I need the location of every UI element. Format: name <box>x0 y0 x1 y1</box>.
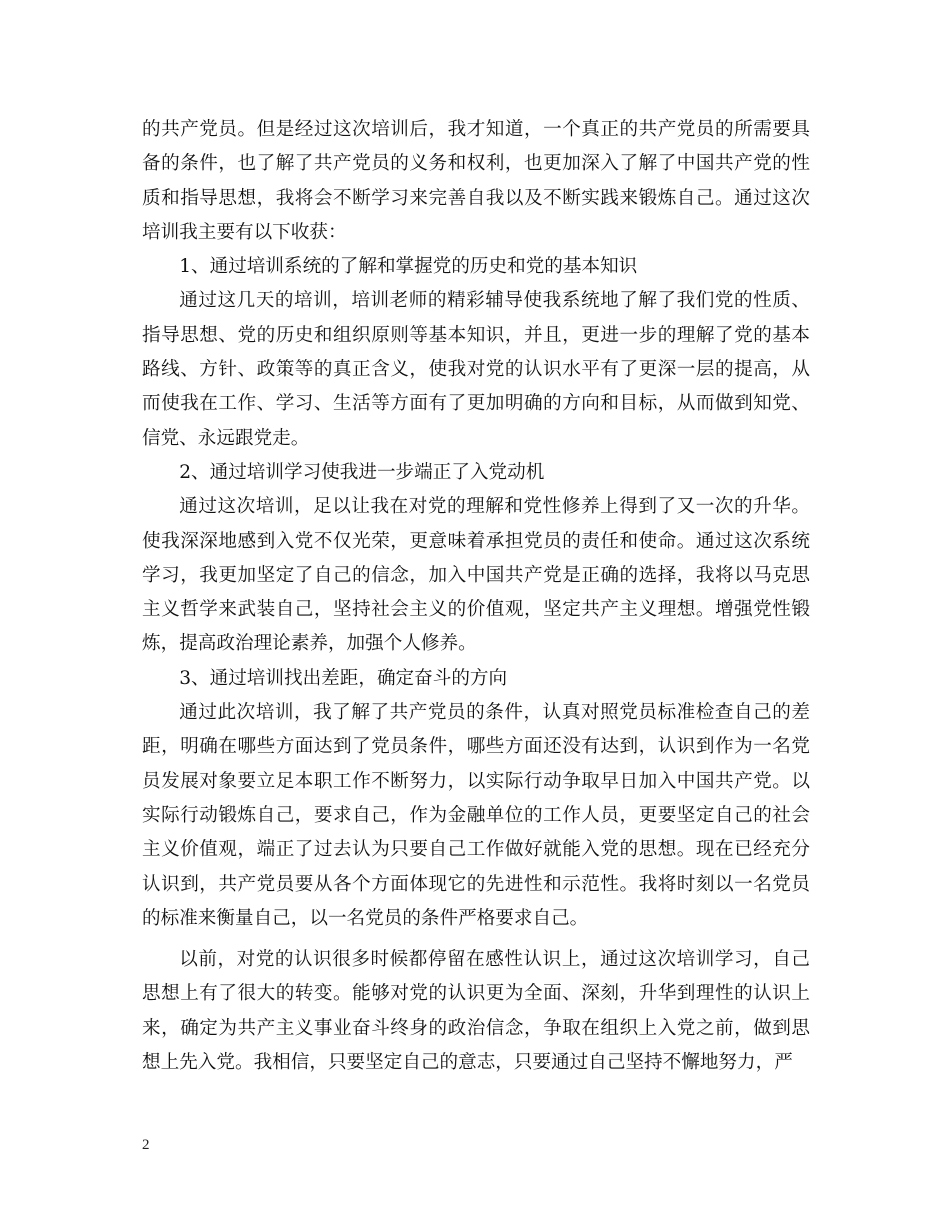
document-body <box>142 113 810 1080</box>
section-heading-3: 3、通过培训找出差距，确定奋斗的方向 <box>179 667 508 689</box>
page-number: 2 <box>142 1137 150 1153</box>
section-heading-2: 2、通过培训学习使我进一步端正了入党动机 <box>179 461 545 483</box>
paragraph-section-2: 通过这次培训，足以让我在对党的理解和党性修养上得到了又一次的升华。使我深深地感到入党不仅光荣，更意味着承担党员的责任和使命。通过这次系统学习，我更加坚定了自己的信念，加入中国共产党是正确的选择，我将以马克思主义哲学来武装自己，坚持社会主义的价值观，坚定共产主义理想。增强党性锻炼，提高政治理论素养，加强个人修养。 <box>142 496 810 655</box>
paragraph-continued: 的共产党员。但是经过这次培训后，我才知道，一个真正的共产党员的所需要具备的条件，也了解了共产党员的义务和权利，也更加深入了解了中国共产党的性质和指导思想，我将会不断学习来完善自我以及不断实践来锻炼自己。通过这次培训我主要有以下收获： <box>142 119 810 243</box>
section-heading-1: 1、通过培训系统的了解和掌握党的历史和党的基本知识 <box>179 256 638 278</box>
paragraph-conclusion: 以前，对党的认识很多时候都停留在感性认识上，通过这次培训学习，自己思想上有了很大的转变。能够对党的认识更为全面、深刻，升华到理性的认识上来，确定为共产主义事业奋斗终身的政治信念，争取在组织上入党之前，做到思想上先入党。我相信，只要坚定自己的意志，只要通过自己坚持不懈地努力，严 <box>142 949 810 1074</box>
paragraph-section-1: 通过这几天的培训，培训老师的精彩辅导使我系统地了解了我们党的性质、指导思想、党的历史和组织原则等基本知识，并且，更进一步的理解了党的基本路线、方针、政策等的真正含义，使我对党的认识水平有了更深一层的提高，从而使我在工作、学习、生活等方面有了更加明确的方向和目标，从而做到知党、信党、永远跟党走。 <box>142 290 810 449</box>
paragraph-section-3: 通过此次培训，我了解了共产党员的条件，认真对照党员标准检查自己的差距，明确在哪些方面达到了党员条件，哪些方面还没有达到，认识到作为一名党员发展对象要立足本职工作不断努力，以实际行动争取早日加入中国共产党。以实际行动锻炼自己，要求自己，作为金融单位的工作人员，更要坚定自己的社会主义价值观，端正了过去认为只要自己工作做好就能入党的思想。现在已经充分认识到，共产党员要从各个方面体现它的先进性和示范性。我将时刻以一名党员的标准来衡量自己，以一名党员的条件严格要求自己。 <box>142 702 810 929</box>
